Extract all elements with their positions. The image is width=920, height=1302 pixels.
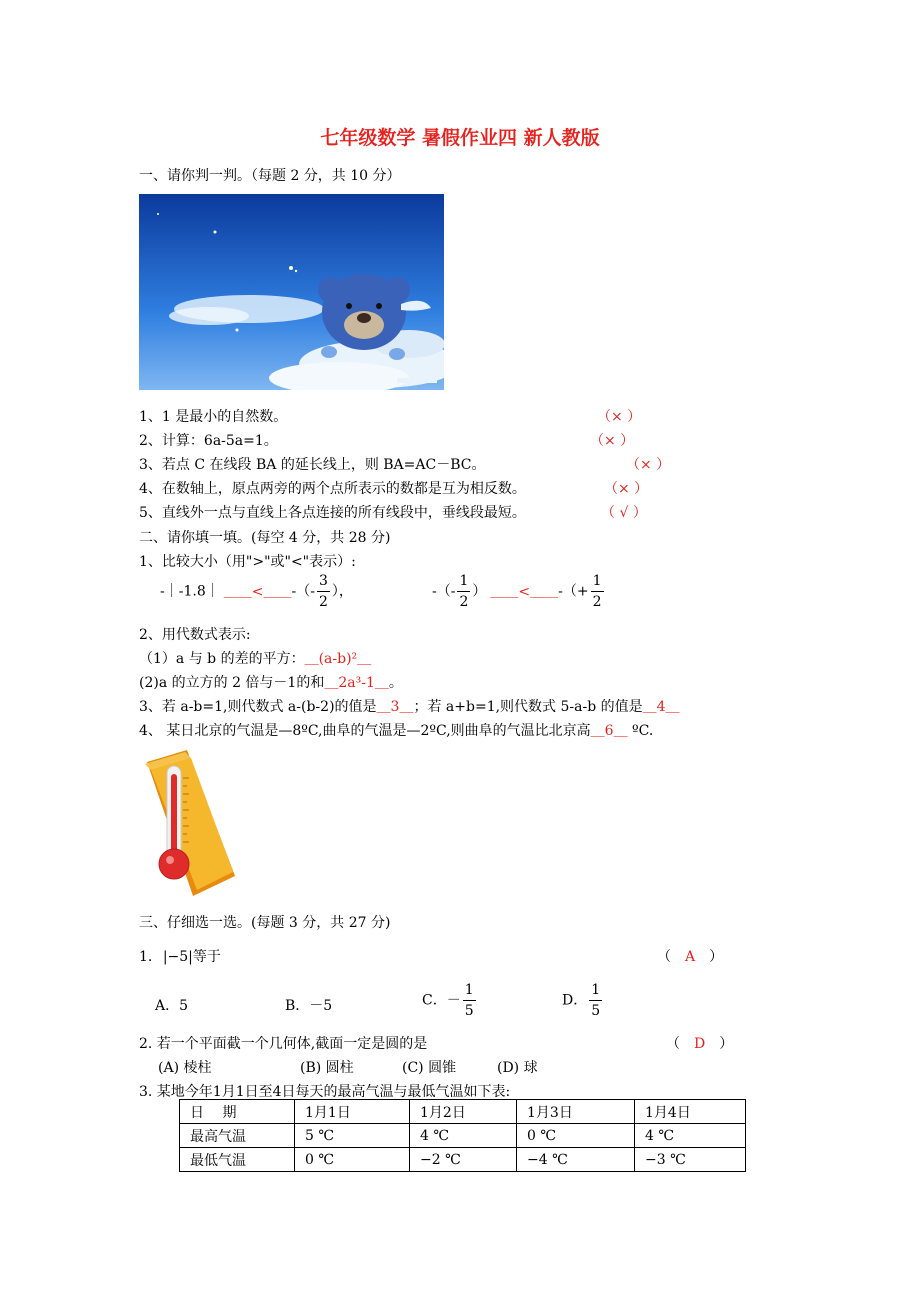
fraction-1-5-c: $\frac{1}{5}$ (464, 982, 474, 1019)
table-cell: 0 ℃ (295, 1148, 410, 1172)
choice-q2-option-a: (A) 棱柱 (158, 1060, 212, 1076)
fill-q2-sub1: （1）a 与 b 的差的平方：＿(a-b)²＿ (139, 651, 372, 667)
table-cell: 最低气温 (180, 1148, 295, 1172)
page-title: 七年级数学 暑假作业四 新人教版 (320, 127, 600, 149)
table-row-header (180, 1100, 746, 1124)
bear-cloud-image (139, 194, 444, 390)
choice-q2-answer: （ D ） (666, 1036, 734, 1052)
choice-q2-option-b: (B) 圆柱 (300, 1060, 354, 1076)
table-cell: 1月3日 (517, 1100, 635, 1124)
choice-q2: 2. 若一个平面截一个几何体,截面一定是圆的是 (139, 1036, 428, 1052)
judge-answer-3: （× ） (626, 457, 671, 473)
table-cell: 4 ℃ (410, 1124, 517, 1148)
table-cell: 1月2日 (410, 1100, 517, 1124)
judge-answer-4: （× ） (604, 481, 649, 497)
choice-q1-answer: （ A ） (657, 949, 724, 965)
fraction-1-5-d: $\frac{1}{5}$ (591, 982, 601, 1019)
fraction-3-2: $\frac{3}{2}$ (318, 573, 328, 610)
table-row (180, 1148, 746, 1172)
thermometer-image (139, 744, 239, 904)
choice-q2-option-d: (D) 球 (497, 1060, 538, 1076)
temperature-table (179, 1099, 746, 1172)
table-cell: 5 ℃ (295, 1124, 410, 1148)
fill-q4: 4、 某日北京的气温是—8ºC,曲阜的气温是—2ºC,则曲阜的气温比北京高＿6＿ ºC. (139, 723, 654, 739)
judge-answer-2: （× ） (590, 433, 635, 449)
table-cell: −4 ℃ (517, 1148, 635, 1172)
table-cell: 0 ℃ (517, 1124, 635, 1148)
choice-q1-option-a: A．5 (155, 998, 189, 1014)
table-cell: 4 ℃ (635, 1124, 746, 1148)
table-cell: 1月1日 (295, 1100, 410, 1124)
table-cell: 日 期 (180, 1100, 295, 1124)
fill-q1-compare-b: -（- $\frac{1}{2}$ ） ＿＿<＿＿-（+ $\frac{1}{2}$ (432, 573, 602, 610)
judge-item-5: 5、直线外一点与直线上各点连接的所有线段中，垂线段最短。 (139, 505, 526, 521)
choice-q1-option-c: C．－ $\frac{1}{5}$ (422, 982, 474, 1019)
fraction-1-2-a: $\frac{1}{2}$ (459, 573, 469, 610)
section1-heading: 一、请你判一判。（每题 2 分，共 10 分） (139, 168, 401, 184)
fraction-1-2-b: $\frac{1}{2}$ (592, 573, 602, 610)
table-row (180, 1124, 746, 1148)
abs-expression: |−5| (162, 949, 193, 965)
table-cell: −2 ℃ (410, 1148, 517, 1172)
section3-heading: 三、仔细选一选。(每题 3 分，共 27 分) (139, 915, 391, 931)
fill-q1-compare-a: -｜-1.8｜ ＿＿<＿＿-（- $\frac{3}{2}$ ）， (160, 573, 353, 610)
fill-q1-text: 1、比较大小（用">"或"<"表示）: (139, 554, 356, 570)
choice-q2-option-c: (C) 圆锥 (402, 1060, 457, 1076)
table-cell: 1月4日 (635, 1100, 746, 1124)
table-cell: 最高气温 (180, 1124, 295, 1148)
judge-answer-1: （× ） (597, 409, 642, 425)
judge-item-2: 2、计算：6a-5a=1。 (139, 433, 278, 449)
choice-q1: 1. |−5|等于 (139, 949, 221, 965)
fill-q3: 3、若 a-b=1,则代数式 a-(b-2)的值是＿3＿；若 a+b=1,则代数式 5-a-b 的值是＿4＿ (139, 699, 680, 715)
table-cell: −3 ℃ (635, 1148, 746, 1172)
judge-item-3: 3、若点 C 在线段 BA 的延长线上，则 BA=AC－BC。 (139, 457, 486, 473)
choice-q1-option-b: B．－5 (285, 998, 333, 1014)
judge-item-1: 1、1 是最小的自然数。 (139, 409, 288, 425)
judge-item-4: 4、在数轴上，原点两旁的两个点所表示的数都是互为相反数。 (139, 481, 526, 497)
section2-heading: 二、请你填一填。(每空 4 分，共 28 分) (139, 530, 391, 546)
choice-q3: 3. 某地今年1月1日至4日每天的最高气温与最低气温如下表: (139, 1084, 511, 1100)
fill-q2-text: 2、用代数式表示: (139, 627, 251, 643)
judge-answer-5: （ √ ） (601, 505, 647, 521)
fill-q2-sub2: (2)a 的立方的 2 倍与－1的和＿2a³-1＿。 (139, 675, 403, 691)
choice-q1-option-d: D． $\frac{1}{5}$ (562, 982, 601, 1019)
